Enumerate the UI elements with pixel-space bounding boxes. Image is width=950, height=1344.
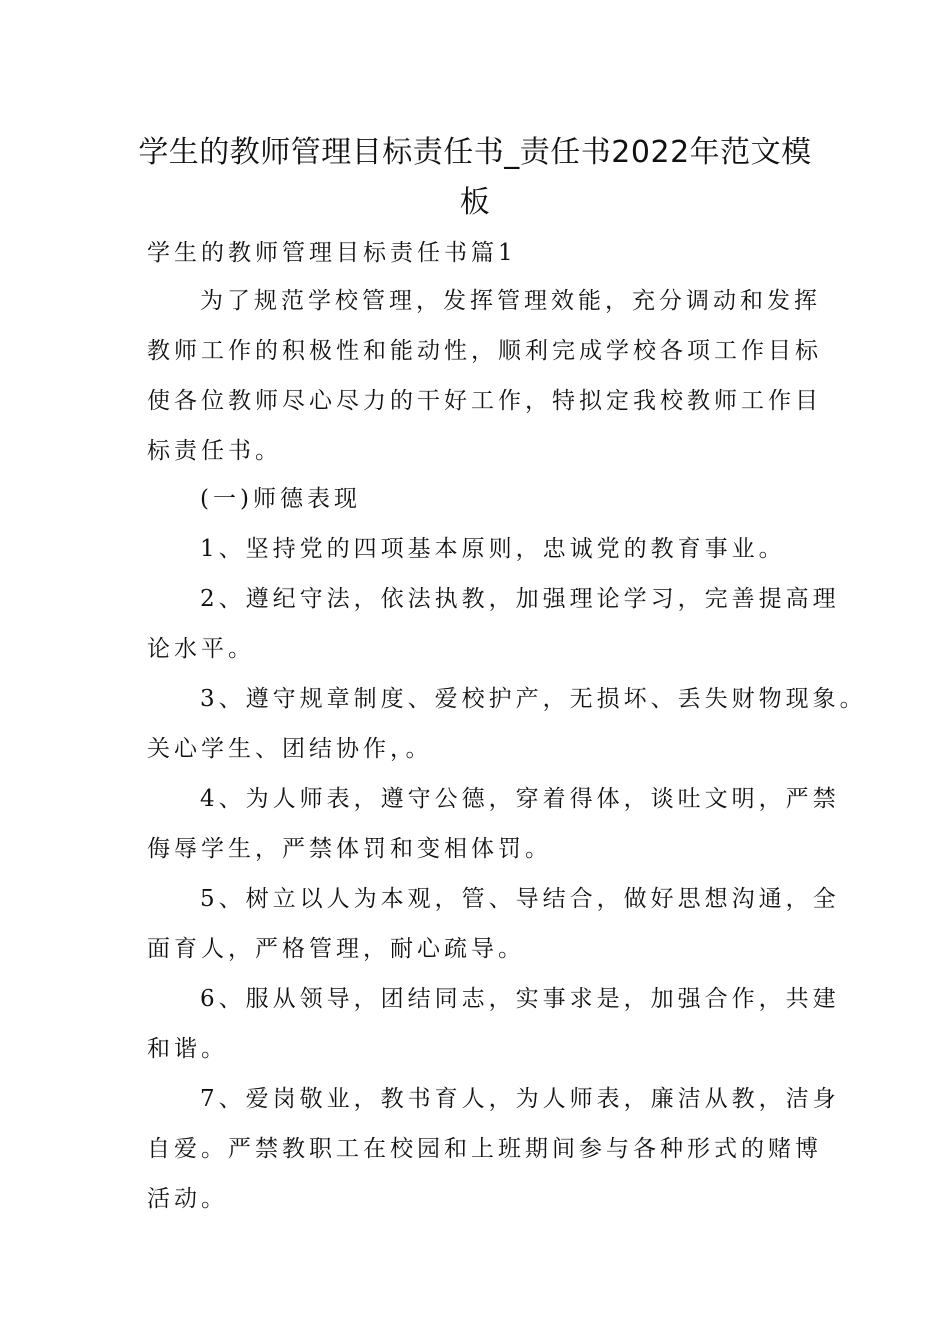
paragraph-line: 标责任书。 (147, 438, 282, 464)
subtitle: 学生的教师管理目标责任书篇1 (147, 240, 517, 266)
paragraph-line: 论水平。 (147, 636, 255, 662)
paragraph-line: 4、为人师表，遵守公德，穿着得体，谈吐文明，严禁 (200, 786, 840, 812)
paragraph-line: 教师工作的积极性和能动性，顺利完成学校各项工作目标 (147, 338, 822, 364)
list-item (147, 574, 840, 674)
paragraph-line: (一)师德表现 (200, 486, 361, 512)
paragraph-line: 3、遵守规章制度、爱校护产，无损坏、丢失财物现象。 (200, 686, 867, 712)
paragraph-line: 使各位教师尽心尽力的干好工作，特拟定我校教师工作目 (147, 388, 822, 414)
paragraph-line: 2、遵纪守法，依法执教，加强理论学习，完善提高理 (200, 586, 840, 612)
list-item (147, 674, 867, 774)
list-item (147, 1074, 840, 1224)
title-line-1: 学生的教师管理目标责任书_责任书2022年范文模 (138, 135, 812, 170)
title-line-2: 板 (459, 185, 491, 220)
paragraph-line: 面育人，严格管理，耐心疏导。 (147, 936, 525, 962)
paragraph-line: 侮辱学生，严禁体罚和变相体罚。 (147, 836, 552, 862)
paragraph-line: 1、坚持党的四项基本原则，忠诚党的教育事业。 (200, 536, 786, 562)
paragraph-line: 7、爱岗敬业，教书育人，为人师表，廉洁从教，洁身 (200, 1086, 840, 1112)
paragraph-line: 关心学生、团结协作，。 (147, 736, 433, 762)
paragraph-line: 活动。 (147, 1186, 228, 1212)
paragraph-section-title (147, 474, 809, 524)
list-item (147, 974, 840, 1074)
paragraph-line: 5、树立以人为本观，管、导结合，做好思想沟通，全 (200, 886, 840, 912)
paragraph-line: 为了规范学校管理，发挥管理效能，充分调动和发挥 (200, 288, 821, 314)
paragraph-line: 和谐。 (147, 1036, 228, 1062)
paragraph-line: 6、服从领导，团结同志，实事求是，加强合作，共建 (200, 986, 840, 1012)
document-title (130, 128, 820, 228)
paragraph-intro (147, 276, 822, 476)
section-heading (147, 228, 809, 278)
list-item (147, 874, 840, 974)
list-item (147, 774, 840, 874)
paragraph-line: 自爱。严禁教职工在校园和上班期间参与各种形式的赌博 (147, 1136, 822, 1162)
list-item (147, 524, 809, 574)
